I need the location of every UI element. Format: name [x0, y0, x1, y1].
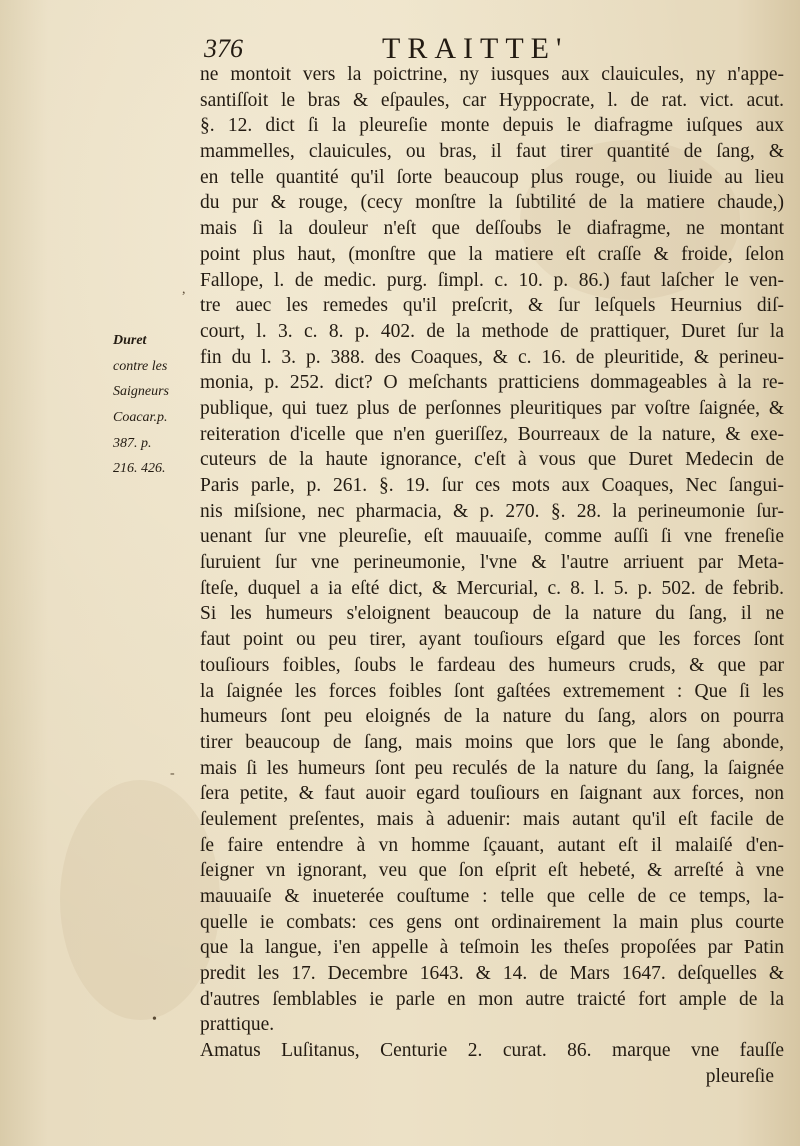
text-line: Fallope, l. de medic. purg. ſimpl. c. 10. p. 86.) faut laſcher le ven-: [200, 269, 784, 291]
text-line: point plus haut, (monſtre que la matiere eſt craſſe & froide, ſelon: [200, 243, 784, 265]
text-line: predit les 17. Decembre 1643. & 14. de Mars 1647. deſquelles &: [200, 963, 784, 985]
text-line: ſteſe, duquel a ia eſté dict, & Mercurial, c. 8. l. 5. p. 502. de febrib.: [200, 577, 784, 599]
text-line: ſeigner vn ignorant, veu que ſon eſprit eſt hebeté, & arreſté à vne: [200, 860, 784, 882]
text-line: Si les humeurs s'eloignent beaucoup de la nature du ſang, il ne: [200, 603, 784, 625]
text-line: uenant ſur vne pleureſie, eſt mauuaiſe, comme auſſi ſi vne freneſie: [200, 526, 784, 548]
text-line: ne montoit vers la poictrine, ny iusques aux clauicules, ny n'appe-: [200, 64, 784, 85]
bullet-mark: •: [152, 1012, 157, 1027]
text-line: ſuruient ſur vne perineumonie, l'vne & l'autre arriuent par Meta-: [200, 552, 784, 574]
margin-note: [113, 328, 197, 482]
text-line: reiteration d'icelle que n'en gueriſſez, Bourreaux de la nature, & exe-: [200, 423, 784, 445]
running-title: TRAITTE': [382, 32, 569, 65]
margin-note-line: Duret: [113, 333, 147, 348]
text-line: faut point ou peu tirer, ayant touſiours eſgard que les forces ſont: [200, 629, 784, 651]
text-line: du pur & rouge, (cecy monſtre la ſubtilité de la matiere chaude,): [200, 192, 784, 214]
text-line: la ſaignée les forces foibles ſont gaſtées extremement : Que ſi les: [200, 680, 784, 702]
text-line: ſera petite, & faut auoir egard touſiours en ſaignant aux forces, non: [200, 783, 784, 805]
text-line: d'autres ſemblables ie parle en mon autre traicté fort ample de la: [200, 988, 784, 1010]
text-line: ſeulement preſentes, mais à aduenir: mais autant qu'il eſt facile de: [200, 808, 784, 830]
text-line: que la langue, i'en appelle à teſmoin les theſes propoſées par Patin: [200, 937, 784, 959]
margin-note-line: contre les: [113, 358, 168, 374]
gutter-mark: ,: [182, 282, 186, 297]
page-number: 376: [204, 34, 243, 63]
text-line: cuteurs de la haute ignorance, c'eſt à vous que Duret Medecin de: [200, 449, 784, 471]
text-line: Paris parle, p. 261. §. 19. ſur ces mots aux Coaques, Nec ſangui-: [200, 475, 784, 496]
text-line: pleureſie: [705, 1065, 774, 1087]
text-line: Amatus Luſitanus, Centurie 2. curat. 86. marque vne fauſſe: [200, 1040, 784, 1062]
text-line: monia, p. 252. dict? O meſchants pratticiens dommageables à la re-: [200, 372, 784, 394]
margin-note-line: Coacar.p.: [113, 410, 168, 426]
text-line: fin du l. 3. p. 388. des Coaques, & c. 16. de pleuritide, & perineu-: [200, 346, 784, 368]
gutter-mark: -: [170, 766, 175, 781]
margin-note-line: 216. 426.: [113, 461, 166, 477]
text-line: humeurs ſont peu eloignés de la nature du ſang, alors on pourra: [200, 706, 784, 728]
text-line: §. 12. dict ſi la pleureſie monte depuis le diafragme iuſques aux: [200, 115, 784, 137]
text-line: prattique.: [200, 1014, 275, 1036]
text-line: ſe faire entendre à vn homme ſçauant, autant eſt il malaiſé d'en-: [200, 834, 784, 856]
text-line: publique, qui tuez plus de perſonnes pleuritiques par voſtre ſaignée, &: [200, 397, 784, 419]
paper-stain: [60, 780, 220, 1020]
margin-note-line: 387. p.: [113, 435, 152, 451]
text-line: nis miſsione, nec pharmacia, & p. 270. §. 28. la perineumonie ſur-: [200, 500, 784, 522]
text-line: mammelles, clauicules, ou bras, il faut tirer quantité de ſang, &: [200, 141, 784, 163]
text-line: santiſſoit le bras & eſpaules, car Hyppocrate, l. de rat. vict. acut.: [200, 89, 784, 111]
text-line: quelle ie combats: ces gens ont ordinairement la main plus courte: [200, 911, 784, 933]
text-line: tre auec les remedes qu'il preſcrit, & ſur leſquels Heurnius diſ-: [200, 295, 784, 317]
text-line: touſiours foibles, ſoubs le fardeau des humeurs cruds, & que par: [200, 654, 784, 676]
text-line: tirer beaucoup de ſang, mais moins que lors que le ſang abonde,: [200, 731, 784, 753]
body-text: [200, 62, 784, 1090]
text-line: mauuaiſe & inueterée couſtume : telle que celle de ce temps, la-: [200, 886, 784, 907]
margin-note-line: Saigneurs: [113, 384, 169, 400]
text-line: court, l. 3. c. 8. p. 402. de la methode de prattiquer, Duret ſur la: [200, 320, 784, 342]
text-line: mais ſi la douleur n'eſt que deſſoubs le diafragme, ne montant: [200, 218, 784, 240]
text-line: en telle quantité qu'il ſorte beaucoup plus rouge, ou liuide au lieu: [200, 166, 784, 188]
text-line: mais ſi les humeurs ſont peu reculés de la nature du ſang, la ſaignée: [200, 757, 784, 779]
